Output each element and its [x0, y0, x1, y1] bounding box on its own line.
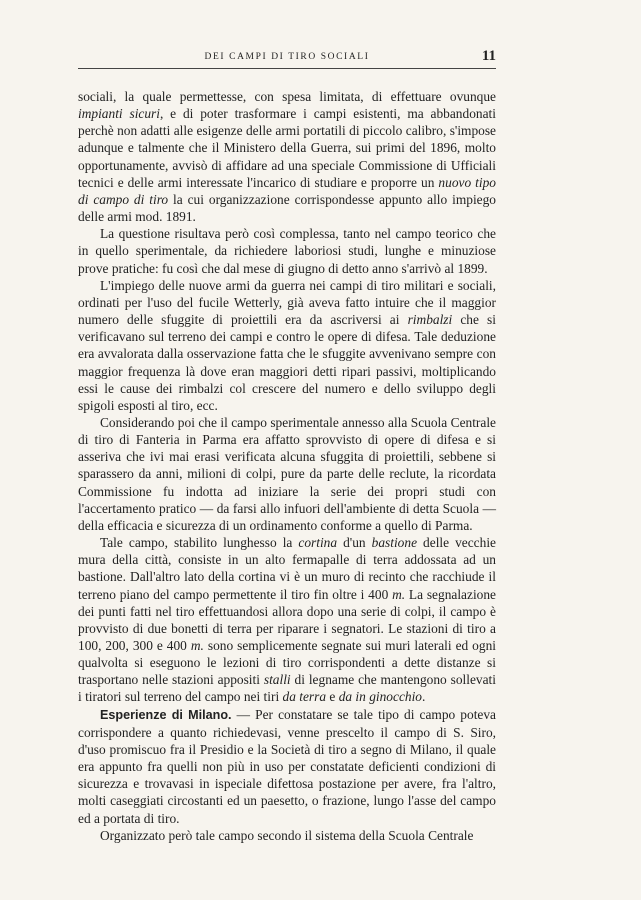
running-header: DEI CAMPI DI TIRO SOCIALI	[204, 52, 370, 62]
header-rule	[78, 68, 496, 69]
paragraph: Organizzato però tale campo secondo il sistema della Scuola Centrale	[100, 827, 474, 843]
paragraph: Considerando poi che il campo sperimentale annesso alla Scuola Centrale di tiro di Fanteria in Parma era affatto sprovvisto di opere di difesa e si asseriva che ivi mai erasi verificata alcuna sfuggita di proiettili, sebbene si sparassero da anni, milioni di colpi, pure da parte delle reclute, la ricordata Commissione fu indotta ad iniziare la serie dei propri studi con l'accertamento pratico — da farsi allo infuori dell'ambiente di detta Scuola — della efficacia e sicurezza di un ordinamento conforme a quello di Parma.	[78, 414, 496, 533]
page-number: 11	[481, 48, 496, 64]
paragraph: Esperienze di Milano. — Per constatare se tale tipo di campo poteva corrispondere a quanto richiedevasi, venne prescelto il campo di S. Siro, d'uso promiscuo fra il Presidio e la Società di tiro a segno di Milano, il quale era appunto fra quelli non più in uso per constatate deficienti condizioni di sicurezza e trovavasi in ispeciale difettosa postazione per avere, fra l'altro, molti caseggiati circostanti ed un paesetto, o frazione, lungo l'asse del campo ed a portata di tiro.	[78, 706, 496, 826]
body-text	[78, 88, 496, 844]
paragraph: La questione risultava però così complessa, tanto nel campo teorico che in quello sperimentale, da richiedere laboriosi studi, lunghe e minuziose prove pratiche: fu così che dal mese di giugno di detto anno s'arrivò al 1899.	[78, 226, 496, 276]
paragraph: L'impiego delle nuove armi da guerra nei campi di tiro militari e sociali, ordinati per l'uso del fucile Wetterly, già aveva fatto intuire che il maggior numero delle sfuggite di proiettili era da ascriversi ai rimbalzi che si verificavano sul terreno dei campi e contro le opere di difesa. Tale deduzione era avvalorata dalla osservazione fatta che le sfuggite avvenivano sempre con maggior frequenza là dove eran maggiori detti ripari passivi, moltiplicando essi le cause dei rimbalzi col crescere del numero e dello sviluppo degli spigoli esposti al tiro, ecc.	[78, 277, 496, 413]
paragraph: Tale campo, stabilito lunghesso la cortina d'un bastione delle vecchie mura della città, consiste in un alto fermapalle di terra addossata ad un bastione. Dall'altro lato della cortina vi è un muro di recinto che racchiude il terreno piano del campo permettente il tiro fin oltre i 400 m. La segnalazione dei punti fatti nel tiro effettuandosi allora dopo una serie di colpi, il campo è provvisto di due bonetti di terra per riparare i segnatori. Le stazioni di tiro a 100, 200, 300 e 400 m. sono semplicemente segnate sui muri laterali ed ogni qualvolta si eseguono le lezioni di tiro corrispondenti a dette distanze si trasportano nelle stazioni appositi stalli di legname che mantengono sollevati i tiratori sul terreno del campo nei tiri da terra e da in ginocchio.	[78, 535, 497, 705]
paragraph: sociali, la quale permettesse, con spesa limitata, di effettuare ovunque impianti sicuri, e di poter trasformare i campi esistenti, ma abbandonati perchè non adatti alle esigenze delle armi portatili di piccolo calibro, s'impose adunque e talmente che il Ministero della Guerra, sui primi del 1896, molto opportunamente, avvisò di affidare ad una speciale Commissione di Ufficiali tecnici e delle armi interessate l'incarico di studiare e proporre un nuovo tipo di campo di tiro la cui organizzazione corrispondesse appunto allo impiego delle armi mod. 1891.	[78, 89, 496, 225]
section-heading: Esperienze di Milano.	[100, 707, 232, 722]
